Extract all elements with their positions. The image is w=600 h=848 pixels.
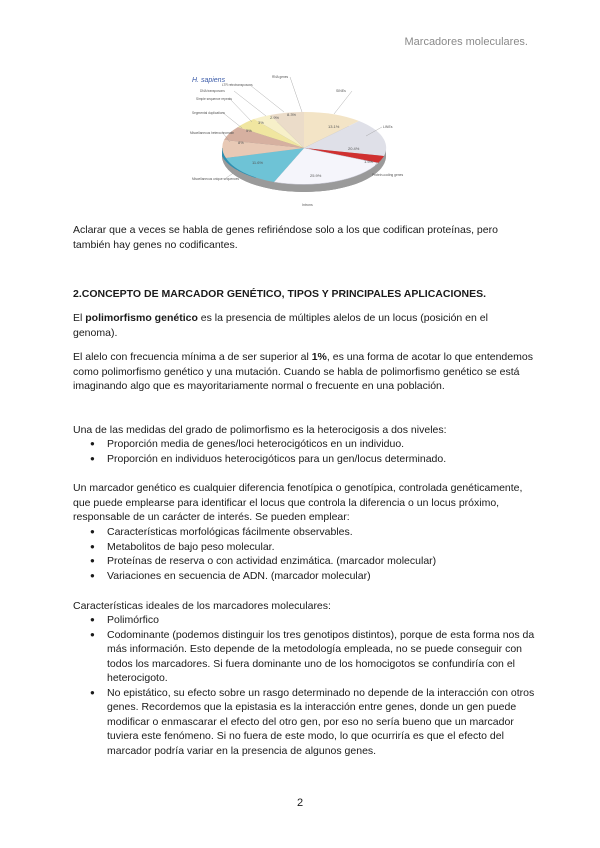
- caracteristicas-list: [73, 613, 535, 758]
- pct-dna: 2.9%: [270, 115, 280, 120]
- label-misc-hetero: Miscellaneous heterochromatin: [190, 131, 235, 135]
- pct-protein: 1.5%: [364, 159, 374, 164]
- label-rna-genes: RNA genes: [272, 75, 289, 79]
- label-introns: Introns: [302, 203, 313, 207]
- list-item: ● Polimórfico: [73, 613, 535, 628]
- genome-composition-pie-figure: [186, 70, 412, 214]
- text-span: El: [73, 312, 86, 324]
- text-span: El alelo con frecuencia mínima a de ser superior al: [73, 351, 312, 363]
- pct-misc-hetero: 8%: [238, 140, 244, 145]
- list-item: ● Proporción media de genes/loci heterocigóticos en un individuo.: [73, 437, 535, 452]
- list-item: ● Variaciones en secuencia de ADN. (marcador molecular): [73, 569, 535, 584]
- paragraph-genes-note: Aclarar que a veces se habla de genes refiriéndose solo a los que codifican proteínas, pero también hay genes no codificantes.: [73, 224, 498, 251]
- pct-lines: 20.4%: [348, 146, 360, 151]
- pct-ltr: 8.3%: [287, 112, 297, 117]
- list-item: ● Proporción en individuos heterocigóticos para un gen/locus determinado.: [73, 452, 535, 467]
- term-percent: 1%: [311, 351, 327, 363]
- label-dna-transposons: DNA transposons: [200, 89, 225, 93]
- paragraph-alelo: [73, 350, 535, 394]
- paragraph-heterocigosis: Una de las medidas del grado de polimorfismo es la heterocigosis a dos niveles:: [73, 424, 447, 436]
- list-item: ● Codominante (podemos distinguir los tres genotipos distintos), porque de esta forma nos da más información. Esto depende de la metodología empleada, no se puede conseguir con todos los marcadores. Si fuera dominante uno de los homocigotos se confundiría con el heterocigoto.: [73, 628, 535, 686]
- pct-simple: 3%: [258, 120, 264, 125]
- term-polimorfismo: polimorfismo genético: [85, 312, 198, 324]
- heterocigosis-list: [73, 437, 535, 466]
- label-misc-unique: Miscellaneous unique sequences: [192, 177, 239, 181]
- page-number: 2: [296, 797, 304, 809]
- pct-misc-unique: 11.6%: [252, 160, 264, 165]
- label-protein-coding: Protein-coding genes: [372, 173, 404, 177]
- list-item: ● No epistático, su efecto sobre un rasgo determinado no depende de la interacción con otros genes. Recordemos que la epistasia es la interacción entre genes, donde un gen puede modificar o enmascarar el efecto del otro gen, por eso no sería bueno que un marcador tuviera este fenómeno. Si no fuera de este modo, lo que ocurriría es que el efecto del marcador podría variar en la presencia de algunos genes.: [73, 686, 535, 759]
- label-simple-seq: Simple sequence repeats: [196, 97, 232, 101]
- list-item: ● Características morfológicas fácilmente observables.: [73, 525, 535, 540]
- label-segmental: Segmental duplications: [192, 111, 225, 115]
- list-item: ● Metabolitos de bajo peso molecular.: [73, 540, 535, 555]
- label-lines: LINEs: [383, 125, 393, 129]
- running-header: Marcadores moleculares.: [404, 36, 528, 48]
- figure-title: H. sapiens: [192, 77, 226, 84]
- label-ltr: LTR retrotransposons: [222, 83, 253, 87]
- pct-introns: 25.9%: [310, 173, 322, 178]
- list-item: ● Proteínas de reserva o con actividad enzimática. (marcador molecular): [73, 554, 535, 569]
- text-span: , es una forma de acotar lo que entendemos como polimorfismo genético y una mutación. Cuando se habla de polimorfismo genético se está imaginando algo que es mayoritariamente normal o frecuente en una población.: [73, 351, 533, 392]
- paragraph-caracteristicas: Características ideales de los marcadores moleculares:: [73, 600, 331, 612]
- marcador-types-list: [73, 525, 535, 583]
- paragraph-polimorfismo: [73, 311, 535, 340]
- label-sines: SINEs: [336, 89, 346, 93]
- pct-sines: 13.1%: [328, 124, 340, 129]
- pct-segmental: 5%: [246, 128, 252, 133]
- paragraph-marcador: Un marcador genético es cualquier diferencia fenotípica o genotípica, controlada genéticamente, que puede emplearse para identificar el locus que controla la diferencia o un locus próximo, responsable de un carácter de interés. Se pueden emplear:: [73, 482, 523, 523]
- pie-chart: [186, 70, 412, 214]
- section-heading: 2.CONCEPTO DE MARCADOR GENÉTICO, TIPOS Y PRINCIPALES APLICACIONES.: [73, 288, 487, 300]
- text-span: es la presencia de múltiples alelos de un locus (posición en el genoma).: [73, 312, 488, 339]
